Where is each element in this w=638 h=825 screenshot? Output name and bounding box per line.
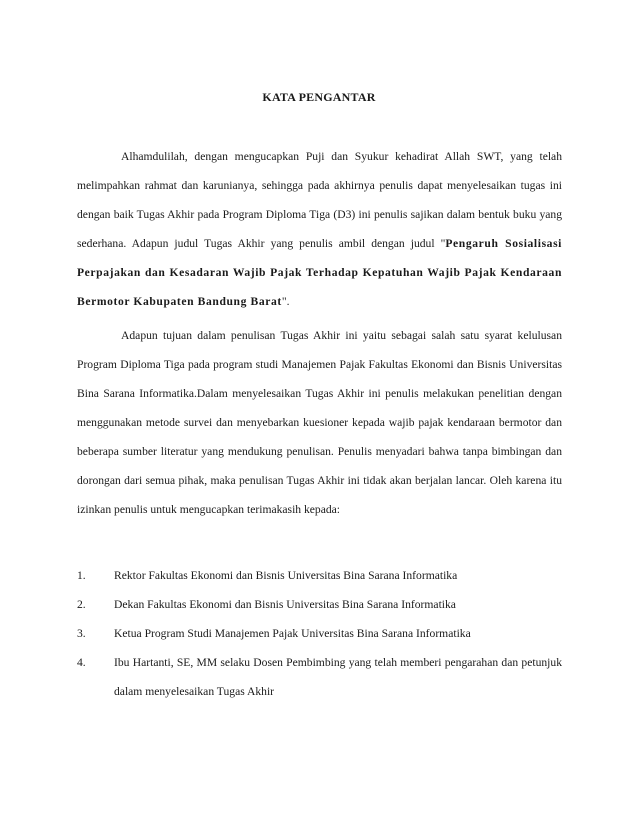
list-item — [77, 619, 562, 648]
paragraph-intro-start: Alhamdulilah, dengan mengucapkan Puji dan Syukur kehadirat Allah SWT, yang telah melimpahkan rahmat dan karunianya, sehingga pada akhirnya penulis dapat menyelesaikan tugas ini dengan baik Tugas Akhir pada Program Diploma Tiga (D3) ini penulis sajikan dalam bentuk buku yang sederhana. Adapun judul Tugas Akhir yang penulis ambil dengan judul " — [77, 150, 562, 250]
list-item-text: Ketua Program Studi Manajemen Pajak Universitas Bina Sarana Informatika — [114, 627, 471, 640]
paragraph-intro — [77, 142, 562, 316]
list-item — [77, 590, 562, 619]
acknowledgement-list — [77, 561, 562, 706]
list-item-number: 4. — [77, 656, 86, 669]
list-item-number: 2. — [77, 598, 86, 611]
paragraph-intro-end: ". — [281, 295, 290, 308]
page-title: KATA PENGANTAR — [262, 90, 376, 104]
list-item-text: Ibu Hartanti, SE, MM selaku Dosen Pembimbing yang telah memberi pengarahan dan petunjuk dalam menyelesaikan Tugas Akhir — [114, 656, 562, 698]
paragraph-purpose: Adapun tujuan dalam penulisan Tugas Akhir ini yaitu sebagai salah satu syarat kelulusan Program Diploma Tiga pada program studi Manajemen Pajak Fakultas Ekonomi dan Bisnis Universitas Bina Sarana Informatika.Dalam menyelesaikan Tugas Akhir ini penulis melakukan penelitian dengan menggunakan metode survei dan menyebarkan kuesioner kepada wajib pajak kendaraan bermotor dan beberapa sumber literatur yang mendukung penulisan. Penulis menyadari bahwa tanpa bimbingan dan dorongan dari semua pihak, maka penulisan Tugas Akhir ini tidak akan berjalan lancar. Oleh karena itu izinkan penulis untuk mengucapkan terimakasih kepada: — [77, 329, 562, 516]
list-item — [77, 648, 562, 706]
list-item — [77, 561, 562, 590]
list-item-number: 1. — [77, 569, 86, 582]
list-item-text: Dekan Fakultas Ekonomi dan Bisnis Universitas Bina Sarana Informatika — [114, 598, 456, 611]
thesis-title: Pengaruh Sosialisasi Perpajakan dan Kesadaran Wajib Pajak Terhadap Kepatuhan Wajib Pajak Kendaraan Bermotor Kabupaten Bandung Barat — [77, 237, 563, 308]
list-item-number: 3. — [77, 627, 86, 640]
list-item-text: Rektor Fakultas Ekonomi dan Bisnis Universitas Bina Sarana Informatika — [114, 569, 458, 582]
